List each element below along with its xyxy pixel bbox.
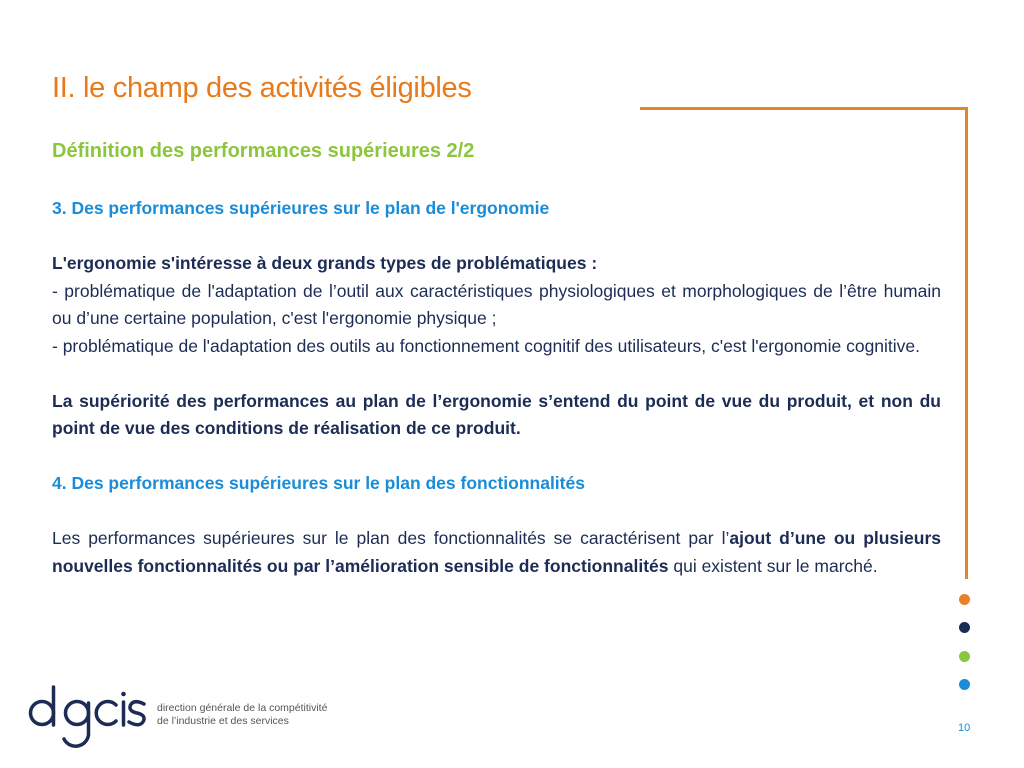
section-3-heading: 3. Des performances supérieures sur le plan de l'ergonomie — [52, 198, 550, 218]
logo-caption-line-1: direction générale de la compétitivité — [157, 702, 328, 714]
decorative-dot-orange — [959, 594, 970, 605]
bullet-physical-ergonomics: - problématique de l'adaptation de l’outil aux caractéristiques physiologiques et morphologiques de l’être humain ou d’une certaine population, c'est l'ergonomie physique ; — [52, 280, 941, 328]
logo-caption-line-2: de l’industrie et des services — [157, 715, 289, 727]
functionalities-text-bold: ajout d’une ou plusieurs nouvelles fonctionnalités ou par l’amélioration sensible de fonctionnalités — [52, 528, 941, 576]
decorative-line-horizontal — [640, 107, 968, 110]
section-4-heading: 4. Des performances supérieures sur le plan des fonctionnalités — [52, 473, 585, 493]
slide-subtitle: Définition des performances supérieures 2/2 — [52, 140, 475, 162]
bullet-cognitive-ergonomics: - problématique de l'adaptation des outils au fonctionnement cognitif des utilisateurs, c'est l'ergonomie cognitive. — [52, 335, 921, 356]
functionalities-paragraph — [52, 525, 941, 580]
superiority-statement: La supériorité des performances au plan de l’ergonomie s’entend du point de vue du produit, et non du point de vue des conditions de réalisation de ce produit. — [52, 390, 941, 438]
ergonomie-intro: L'ergonomie s'intéresse à deux grands types de problématiques : — [52, 253, 598, 273]
functionalities-text-pre: Les performances supérieures sur le plan des fonctionnalités se caractérisent par l’ — [52, 528, 730, 548]
dgcis-logo — [26, 683, 148, 760]
decorative-dot-navy — [959, 622, 970, 633]
decorative-line-vertical — [965, 107, 968, 579]
logo-caption — [157, 702, 327, 728]
decorative-dot-blue — [959, 679, 970, 690]
decorative-dot-green — [959, 651, 970, 662]
functionalities-text-post: qui existent sur le marché. — [668, 555, 878, 576]
slide-title: II. le champ des activités éligibles — [52, 72, 472, 104]
page-number: 10 — [958, 722, 971, 734]
slide-body — [52, 195, 941, 580]
